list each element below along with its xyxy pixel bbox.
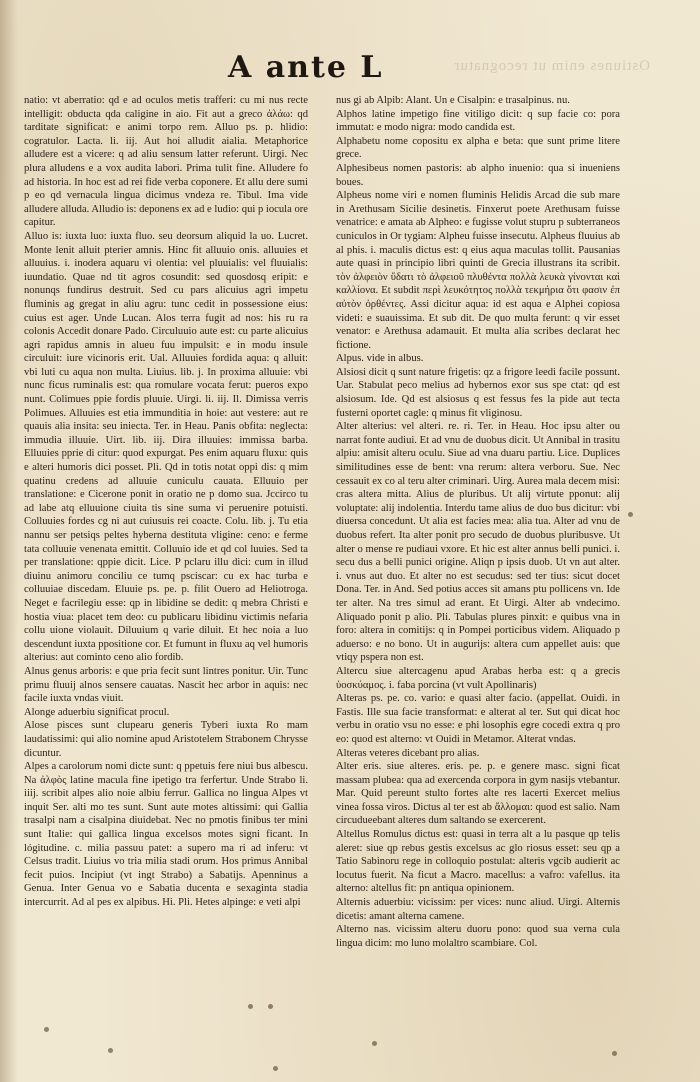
- text-columns: [24, 94, 674, 974]
- entry-nus: nus gi ab Alpib: Alant. Un e Cisalpin: e trasalpinus. nu.: [336, 95, 570, 106]
- entry-alphos: Alphos latine impetigo fine vitiligo dicit: q sup facie co: pora immutat: e modo nigra: modo candida est.: [336, 108, 620, 134]
- worm-hole: [108, 1048, 113, 1053]
- entry-alpheus: Alpheus nome viri e nomen fluminis Helidis Arcad die sub mare in Arethusam Sicilie desinetis. Finxerut poete Arethusam fuisse venatrice: e amata ab Alpheo: e fugisse volut stupru p subterraneos cuniculos in Or tygiam: Alpheu fuisse insecutu. Alpheus fluuius ab al phis. i. maculis dictus est: q eius aqua maculas tollit. Pausanias aute quasi in principio libri quinti de Grecia illustrans ita scribit. τὸν ἀλφειὸν ὕδατι τὸ ἀλφειοῦ πλυθέντα πολλὰ λευκὰ γίνονται καὶ καλλίονα. Et subdit περὶ λευκότητος πολλὰ τεκμήρια ὅτι φασιν ἐπ αὐτὸν ὀρθέντες. Assi dicitur aqua: id est aqua e Alphei copiosa videti: e suauissima. Et sub dit. De quo multa ferunt: q vir esset venator: e Arethusa adamauit. Et multa alia scribes declarat hec fictione.: [336, 190, 620, 351]
- page-header: [0, 50, 700, 90]
- worm-hole: [612, 1051, 617, 1056]
- entry-alpus: Alpus. vide in albus.: [336, 353, 424, 365]
- entry-alonge: Alonge aduerbiu significat procul.: [24, 706, 170, 718]
- entry-alphesibeus: Alphesibeus nomen pastoris: ab alpho inuenio: qua si inueniens boues.: [336, 162, 620, 188]
- entry-alternis: Alternis aduerbiu: vicissim: per vices: nunc aliud. Uirgi. Alternis dicetis: amant alterna camene.: [336, 897, 620, 922]
- worm-hole: [372, 1041, 377, 1046]
- entry-alteras-veteres: Alteras veteres dicebant pro alias.: [336, 747, 480, 759]
- entry-altellus: Altellus Romulus dictus est: quasi in terra alt a lu pasque qp telis aleret: siue qp rebus gestis excelsus ac glo riosus esset: seu qp a Tatio Sabinoru rege in colloquio postulat: alteris vgcib audierit ac locutus fuerit. Na ficut a Macro. macellus: a vafro: vafellus. ita alterno: altellus fit: pn antiqua opinionem.: [336, 829, 620, 895]
- show-through-text: Ostiunes enim ut recognatur: [453, 58, 650, 74]
- entry-alterno: Alterno nas. vicissim alteru duoru pono: quod sua verna cula lingua dicim: mo luno molaltro scambiare. Col.: [336, 924, 620, 949]
- entry-alluo: Alluo is: iuxta luo: iuxta fluo. seu deorsum aliquid la uo. Lucret. Monte lenit alluit pterier amnis. Hinc fit alluuio onis. alluuies et alluuius. i. inodera aquaru vi olentia: vel pluuialis: vel fluuialis: iuundatio. Quae nd tit agros cosundit: sed quosdosq eripit: e nonunqs fundirus destruit. Sed cu pars alicuius agri impetu fluminis ag gregat in aliu agru: tunc cedit in possessione eius: cuius est ager. Unde Lucan. Alos terra fugit ad nos: his ru ra colonis Accedit donare Pado. Circuluuio aute est: cu parte alicuius agri rapidus amnis in alueu fuu impulsit: e in modu insule circuluit: iure vicinoris erit. Ual. Alluuies fordida aqua: q alluit: vbi luti cu aqua non multa. Liuius. lib. j. In proxima alluuie: vbi nunc ficus ruminalis est: qua romulare vocata ferut: pueros expo nunt. Colimues ppie fordis pluuie. Uirgi. li. iij. Il. Dimissa verris Polimues. Alluuies est etia immunditia in hoie: aut vestere: aut re quauis alia insita: seu iniecta. Ter. in Heau. Panis obfita: neglecta: immudia illuuie. Uirt. lib. iij. Dira illuuies: immissa barba. Elluuies pprie di citur: quod expurgat. Pes enim aquaru fluxu: quis e alteri humoris dici posset. Pli. Qd in totis notat oppi dis: q mim quatinu credens ad alluuie cuniculu cauata. Elluuio per translatione: e Cicerone ponit in oratio ne p domo sua. Jccirco tu ad labe atq elluuione ciuita tis sine suma vi peruenire potuisti. Colluuies fordes cg ni aut cuiusuis rei coacte. Colu. lib. j. Tu etia nannu ser petsiqs peltes hyberna destituta vligine: ceno: e ferme tata colluuie venenata emittit. Colluuio ide et qd col luuies. Sed ta per translatione: qppie dicit. Lice. P pclaru illu dici: cum in illud diuinu animoru conciliu ce tumq psciscar: cu ex hac turba e colluuiae discedam. Eluuie ps. pe. p. filit Ouero ad Heliotroga. Neget e facrilegiu esse: qp in libidine se dedit: q mebra Christi e hostia viua: placet tem deo: cu publicaru libidinu victimis nefaria collu uione violauit. Diluuium q varie diluit. Et hec noia a luo descendunt iuxta ppositione cor. Et fumunt in fluxu aq vel humoris alterius: aut cominto ceno alio fordib.: [24, 230, 308, 664]
- worm-hole: [628, 512, 633, 517]
- running-head: A ante L: [228, 50, 384, 85]
- entry-alteras: Alteras ps. pe. co. vario: e quasi alter facio. (appellat. Ouidi. in Fastis. Ille sua facie transformat: e alterat al ter. Sut qui dicat hoc verbu in oratio vsu no esse: e phi losophis egre cocedi extra q pro eo: quod est alterno: vt Ouidi in Metamor. Alterat vndas.: [336, 693, 620, 745]
- right-column: [336, 94, 620, 974]
- entry-alsiosi: Alsiosi dicit q sunt nature frigetis: qz a frigore leedi facile possunt. Uar. Stabulat peco melius ad hybernos exor sus spe ctat: qd est alsiosum. Ide. Qd est alsiosus q est fessus fes la pide aut tecta fusterni oportet cagle: q minus fit vliginosu.: [336, 366, 620, 419]
- entry-alter: Alter alterius: vel alteri. re. ri. Ter. in Heau. Hoc ipsu alter ou narrat fonte audiui. Et ad vnu de duobus dicit. Ut Annibal in trasitu alpiu: amisit alteru oculu. Siue ad vna duaru partiu. Lice. Duplices similitudines esse de bent: vna rerum: altera verboru. Sue. Nec cessauit ex co al teru alter criminari. Uirg. Aurea mala decem misi: cras altera mitta. Alius de pluribus. Ut alij virtute pponut: alij voluptate: alij indolentia. Interdu tame alius de duo bus dicitur: vbi diuersa concedunt. Ut alia est facies mea: alia tua. Alter ad vnu de duobus refert. Ita alter ponit pro secudo de duobus pluribusve. Ut alter o mense re pudiaui vxore. Et hic est alter annus belli punici. i. secu dus a belli punici origine. Aliqn p ipsis duob. Ut vn aut alter. i. vnus aut duo. Et alter no est secudus: sed ter tius: sicut docet Dona. Ter. in And. Sed potius acces sit amans ptu pollicens vn. Ide ter alter. Na tres simul ad erant. Et Uirgi. Alter ab vndecimo. Aliquado ponit p alio. Pli. Tabulas plures pinxit: e quibus vna in foro: altera in comitijs: q in Pompei porticibus videm. Aliquado p aduerso: e no bono. Ut in augurijs: altera cum appellet auis: que vtiqy pspera non est.: [336, 421, 620, 664]
- worm-hole: [268, 1004, 273, 1009]
- entry-alose: Alose pisces sunt clupearu generis Tyberi iuxta Ro mam laudatissimi: qui alio nomine apud Aristotelem Strabonem Chrysse dicuntur.: [24, 720, 308, 759]
- entry-natio: natio: vt aberratio: qd e ad oculos metis trafferi: cu mi nus recte intelligit: obducta qda caligine in aio. Fit aut a greco ἀλάω: qd tarditate significat: e animi torpo rem. Alluo ps. p. hlidio: cogratulor. Lacta. li. iij. Aut hoi alludit aialia. Metaphorice alludere est a vicere: q ad aliu sensum latter referunt. Uirgi. Nec plura alludens e a vox audita labori. Prima tulit fine. Alludere fo ad historia. In hoc est ad rei fide verba coponere. Et allu dere sumi p eo qd vernacula lingua dicimus vndeza re. Tibul. Ima vide alludere alluda. Alludio is: deponens ex ad e ludio: qui p iocula ore capitur.: [24, 95, 308, 229]
- worm-hole: [273, 1066, 278, 1071]
- worm-hole: [44, 1027, 49, 1032]
- entry-alphabetu: Alphabetu nome copositu ex alpha e beta: que sunt prime litere grece.: [336, 135, 620, 161]
- worm-hole: [248, 1004, 253, 1009]
- entry-altercu: Altercu siue altercagenu apud Arabas herba est: q a grecis ὑοσκύαμος. i. faba porcina (vt vult Apollinaris): [336, 665, 620, 691]
- entry-alnus: Alnus genus arboris: e que pria fecit sunt lintres ponitur. Uir. Tunc primu fluuij alnos sensere cauatas. Nascit hec arbor in aquis: nec facile iuxta vndas viuit.: [24, 665, 308, 705]
- entry-alter-eris: Alter eris. siue alteres. eris. pe. p. e genere masc. signi ficat massam plubea: qua ad exercenda corpora in gym nasijs vtebantur. Mar. Quid pereunt stulto fortes alte res lacerti Exercet melius vinea fossa viros. Dictus al ter est ab ἄλλομαι: quod est salio. Nam circudueebant alteres dum saltando se exercerent.: [336, 761, 620, 827]
- page-edge-shadow: [0, 0, 18, 1082]
- entry-alpes: Alpes a carolorum nomi dicte sunt: q ppetuis fere niui bus albescu. Na ἀλφὸς latine macula fine ipetigo tra ferfertur. Unde Strabo li. iiij. scribit alpes alio noie albiu ferrur. Gallica no lingua Alpes vt inquit Ser. alti mo tes sunt. Sunt aute motes altissimi: qui Gallia trasalpi nam a cisalpina diuidebat. Nec no pmotis finibus ter mini sunt Italie: qui gallica lingua excelsos motes signi ficant. In lógitudine. c. milia passuu patet: a supero ma ri ad inferu: vt Celsus tradit. Liuius vo tria milia stadi orum. Hos primus Annibal fecit puios. Incipiut (vt ingt Strabo) a Sabatijs. Apenninus a Genua. Inter Genua vo e Sabatia ducenta e sexaginta stadia intercurrit. Ad al pes ex alpibus. Hi. Pli. Hetes alpinge: e veti alpi: [24, 761, 308, 909]
- left-column: [24, 94, 308, 974]
